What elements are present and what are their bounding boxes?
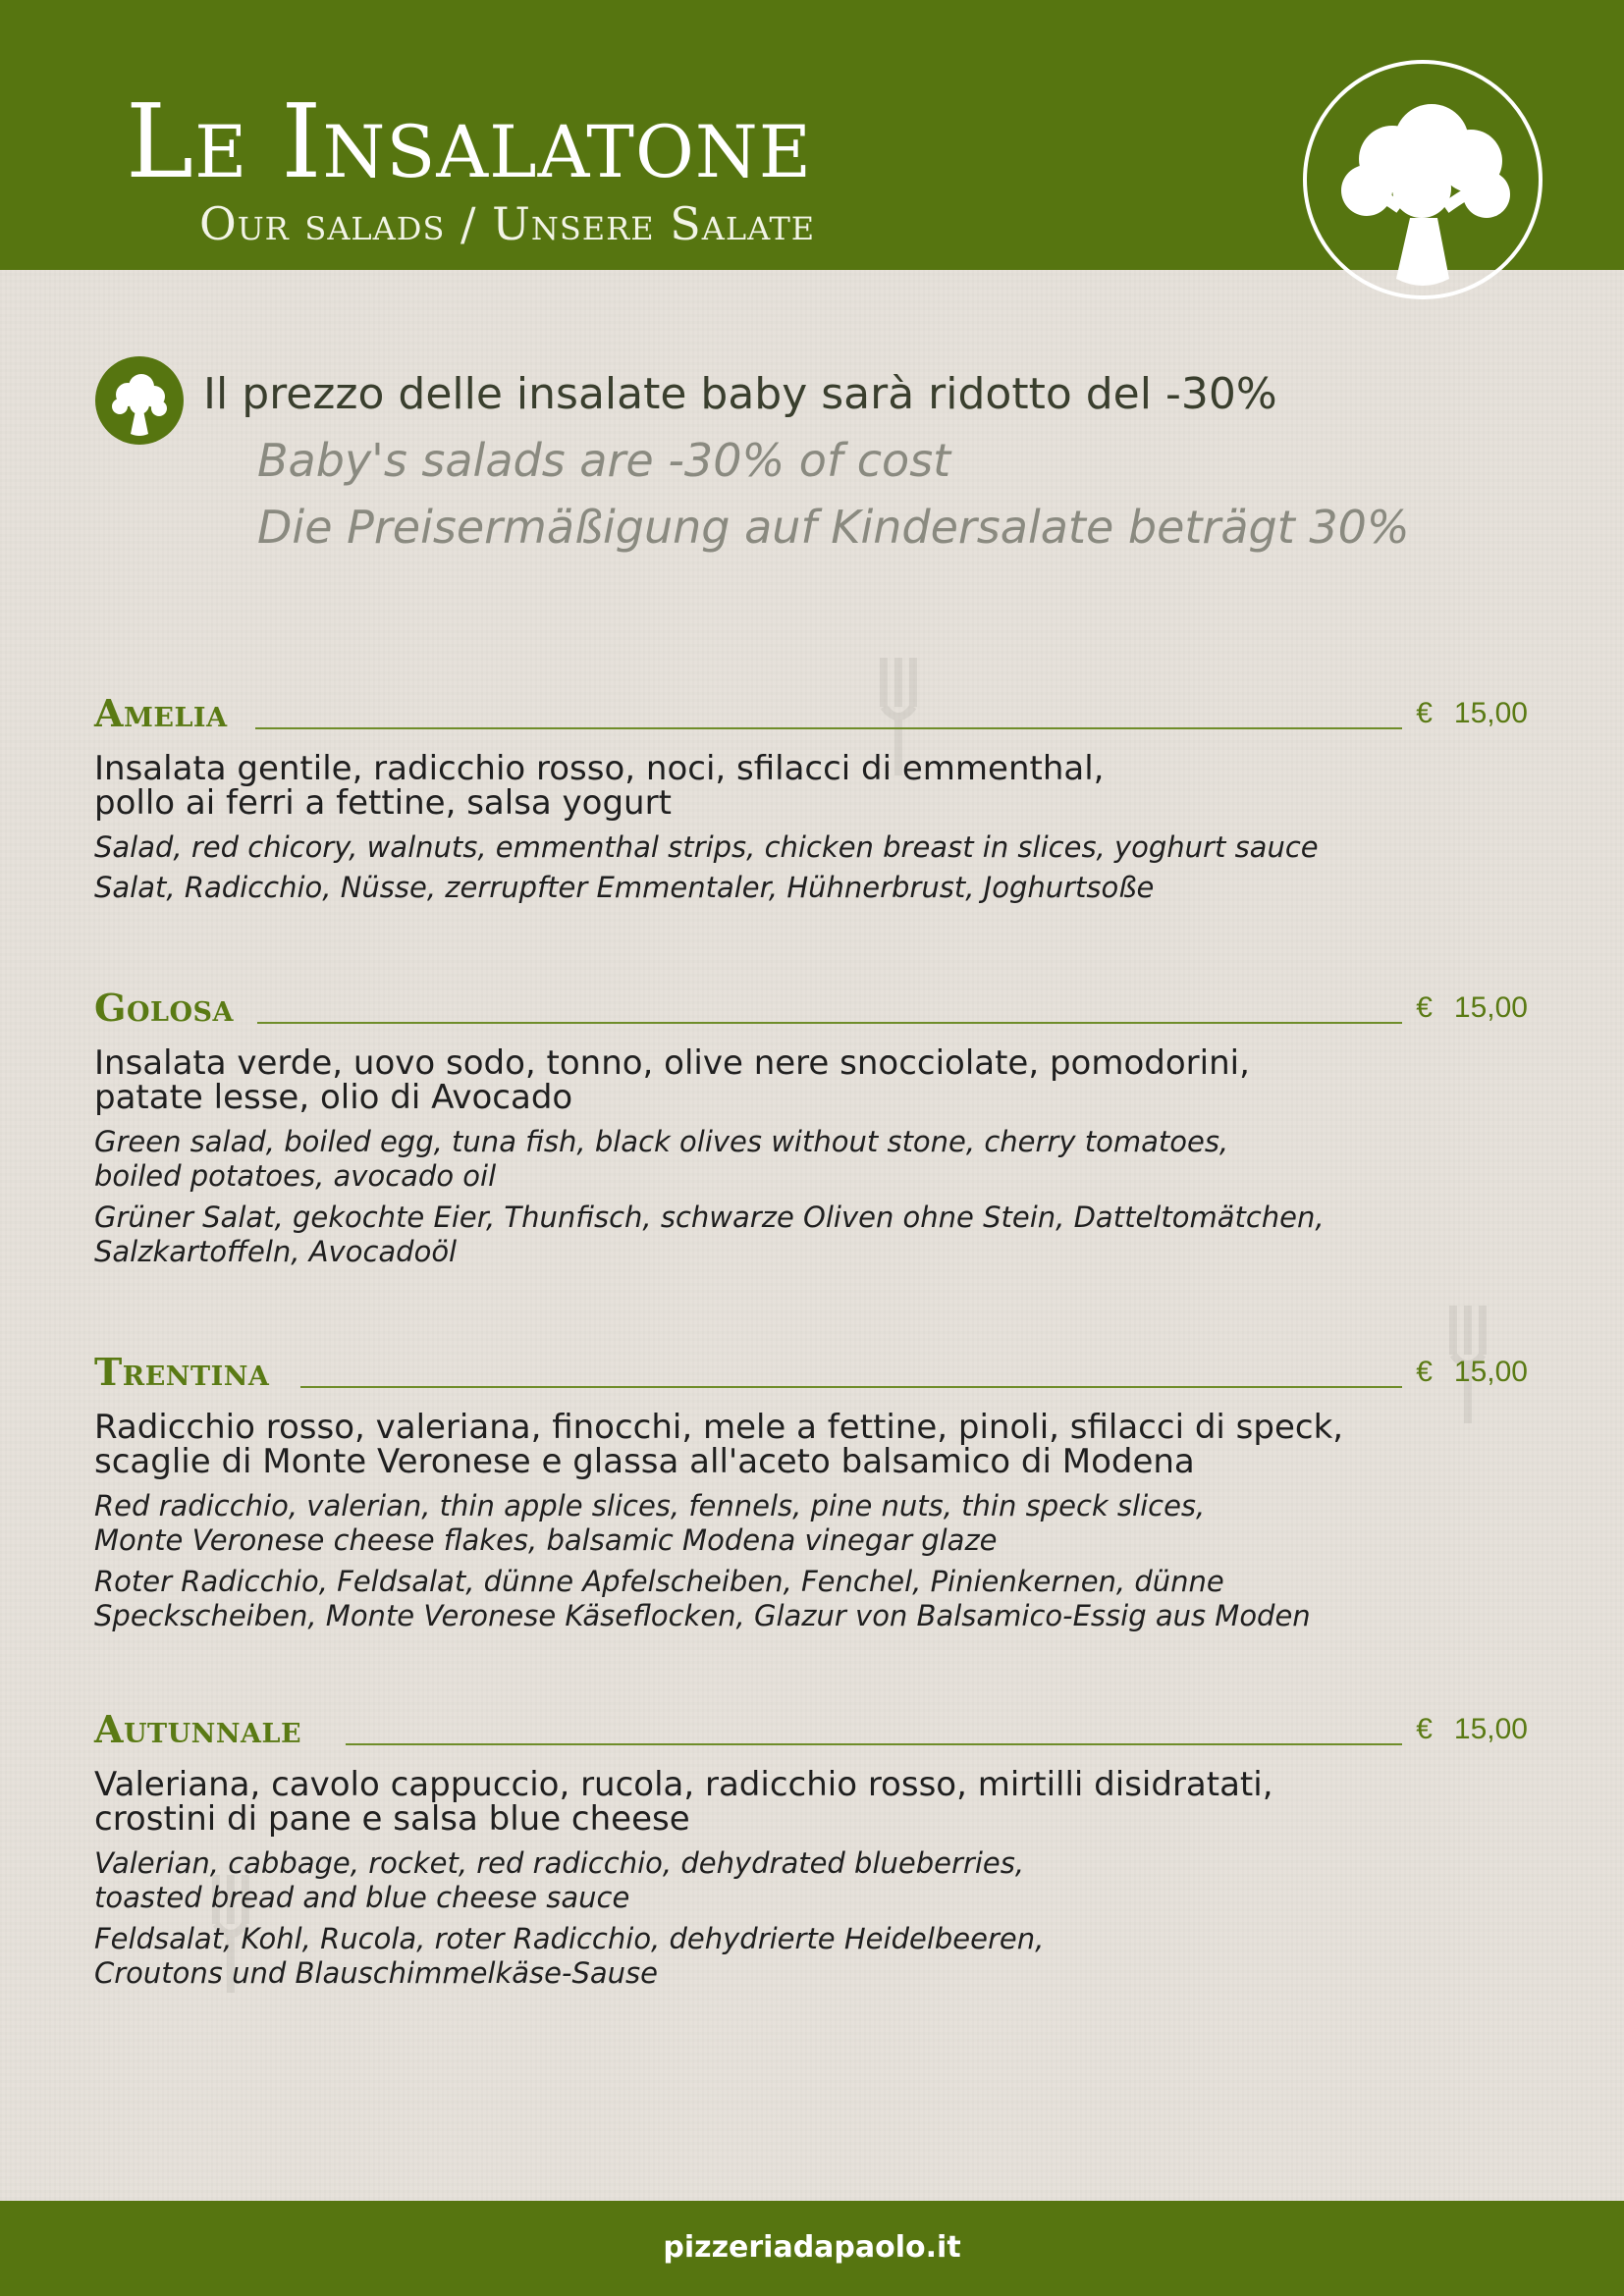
broccoli-icon — [1294, 51, 1551, 308]
description-italian: Radicchio rosso, valeriana, finocchi, mele a fettine, pinoli, sfilacci di speck, scaglie di Monte Veronese e glassa all'aceto balsamico di Modena — [94, 1408, 1344, 1482]
description-english: Red radicchio, valerian, thin apple slices, fennels, pine nuts, thin speck slices, Monte Veronese cheese flakes, balsamic Modena vinegar glaze — [94, 1489, 1206, 1558]
menu-item-trentina — [94, 1350, 1528, 1634]
currency-symbol: € — [1416, 1356, 1433, 1388]
baby-notice-italian: Il prezzo delle insalate baby sarà ridotto del -30% — [203, 369, 1277, 419]
dotted-leader-line — [257, 1022, 1402, 1024]
menu-item-header — [94, 986, 1528, 1039]
menu-item-header — [94, 691, 1528, 744]
description-german: Feldsalat, Kohl, Rucola, roter Radicchio, dehydrierte Heidelbeeren, Croutons und Blauschimmelkäse-Sause — [94, 1921, 1045, 1991]
description-german: Grüner Salat, gekochte Eier, Thunfisch, schwarze Oliven ohne Stein, Datteltomätchen, Salzkartoffeln, Avocadoöl — [94, 1200, 1325, 1269]
menu-item-header — [94, 1707, 1528, 1760]
description-german: Salat, Radicchio, Nüsse, zerrupfter Emmentaler, Hühnerbrust, Joghurtsoße — [94, 871, 1155, 905]
baby-notice-german: Die Preisermäßigung auf Kindersalate beträgt 30% — [257, 501, 1410, 554]
menu-item-header — [94, 1350, 1528, 1403]
menu-item-name: Amelia — [94, 691, 228, 735]
description-italian: Insalata gentile, radicchio rosso, noci, sfilacci di emmenthal, pollo ai ferri a fettine, salsa yogurt — [94, 749, 1105, 824]
dotted-leader-line — [300, 1386, 1402, 1388]
menu-item-price — [1416, 1358, 1528, 1387]
price-value: 15,00 — [1453, 991, 1528, 1024]
website-link[interactable]: pizzeriadapaolo.it — [663, 2230, 961, 2265]
description-english: Salad, red chicory, walnuts, emmenthal strips, chicken breast in slices, yoghurt sauce — [94, 830, 1319, 865]
description-italian: Valeriana, cavolo cappuccio, rucola, radicchio rosso, mirtilli disidratati, crostini di pane e salsa blue cheese — [94, 1765, 1273, 1840]
baby-salad-badge-icon — [94, 355, 185, 446]
description-italian: Insalata verde, uovo sodo, tonno, olive nere snocciolate, pomodorini, patate lesse, olio di Avocado — [94, 1043, 1250, 1118]
description-english: Valerian, cabbage, rocket, red radicchio, dehydrated blueberries, toasted bread and blue cheese sauce — [94, 1846, 1025, 1915]
dotted-leader-line — [346, 1743, 1402, 1745]
price-value: 15,00 — [1453, 1713, 1528, 1745]
menu-item-name: Golosa — [94, 986, 234, 1030]
menu-item-amelia — [94, 691, 1528, 906]
menu-item-price — [1416, 993, 1528, 1023]
currency-symbol: € — [1416, 697, 1433, 729]
broccoli-logo — [1294, 51, 1551, 308]
price-value: 15,00 — [1453, 1356, 1528, 1388]
currency-symbol: € — [1416, 1713, 1433, 1745]
menu-item-name: Autunnale — [94, 1707, 302, 1751]
description-english: Green salad, boiled egg, tuna fish, black olives without stone, cherry tomatoes, boiled potatoes, avocado oil — [94, 1125, 1229, 1194]
menu-item-price — [1416, 1715, 1528, 1744]
price-value: 15,00 — [1453, 697, 1528, 729]
currency-symbol: € — [1416, 991, 1433, 1024]
page-title: Le Insalatone — [126, 81, 812, 201]
menu-item-name: Trentina — [94, 1350, 270, 1394]
menu-item-autunnale — [94, 1707, 1528, 1992]
menu-item-golosa — [94, 986, 1528, 1270]
footer-bar — [0, 2201, 1624, 2296]
dotted-leader-line — [255, 727, 1402, 729]
baby-notice-english: Baby's salads are -30% of cost — [257, 434, 951, 487]
page-subtitle: Our salads / Unsere Salate — [199, 197, 816, 250]
description-german: Roter Radicchio, Feldsalat, dünne Apfelscheiben, Fenchel, Pinienkernen, dünne Speckscheiben, Monte Veronese Käseflocken, Glazur von Balsamico-Essig aus Moden — [94, 1564, 1311, 1633]
menu-item-price — [1416, 699, 1528, 728]
